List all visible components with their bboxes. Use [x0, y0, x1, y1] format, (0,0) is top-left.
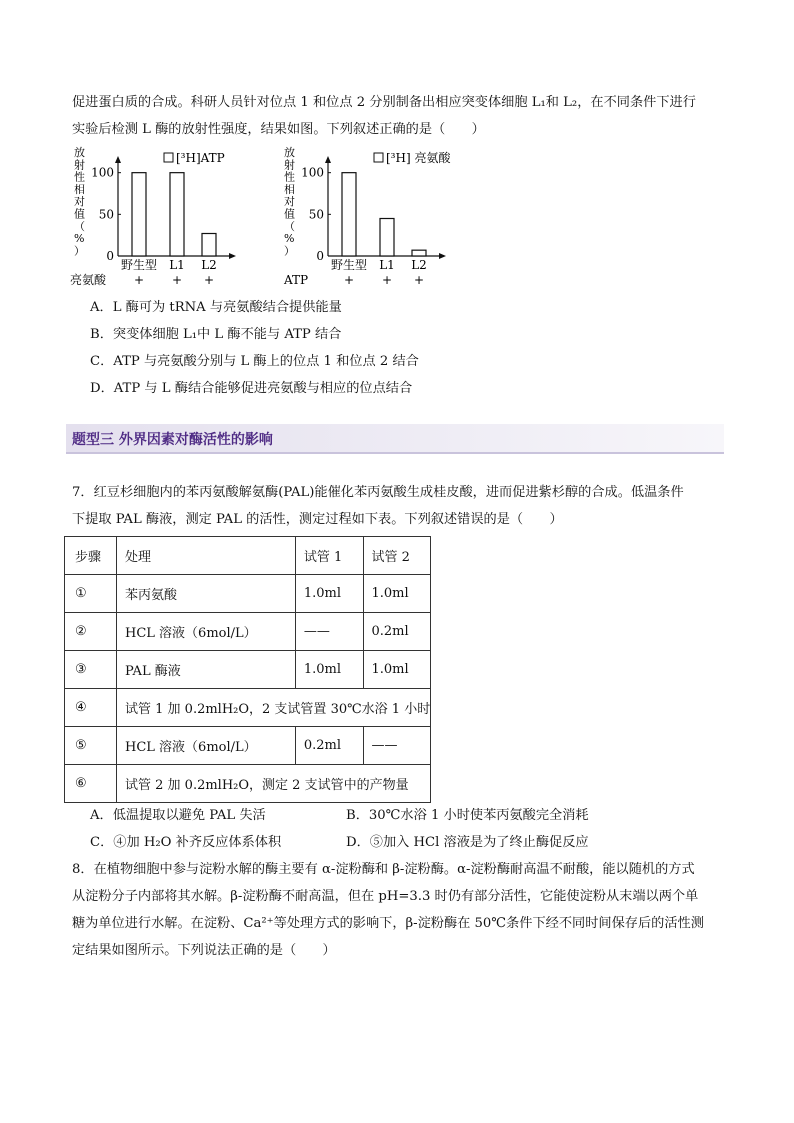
bar: [342, 173, 356, 256]
table-cell: ⑥: [65, 765, 117, 803]
table-cell: ⑤: [65, 727, 117, 765]
condition-mark: +: [203, 273, 215, 287]
bar: [170, 173, 184, 256]
y-tick-label: 100: [91, 165, 114, 180]
table-row: [65, 575, 431, 613]
bar: [412, 250, 426, 256]
table-cell: 1.0ml: [363, 575, 431, 613]
bar: [380, 219, 394, 257]
y-axis-label: 放射性相对值（%）: [284, 146, 295, 258]
x-tick-label: 野生型: [120, 258, 158, 272]
x-tick-label: L1: [379, 258, 395, 272]
legend-swatch: [374, 153, 383, 162]
q7-option-b[interactable]: B．30℃水浴 1 小时使苯丙氨酸完全消耗: [346, 808, 589, 823]
atp-radioactivity-chart: [66, 144, 266, 289]
table-header-row: [65, 537, 431, 575]
q7-option-c[interactable]: C．④加 H₂O 补齐反应体系体积: [90, 835, 282, 850]
table-header: 试管 2: [363, 537, 431, 575]
table-row: [65, 651, 431, 689]
legend-label: [³H] 亮氨酸: [386, 151, 451, 165]
y-tick-label: 0: [106, 249, 114, 263]
y-axis-arrow: [115, 156, 121, 163]
q7-option-d[interactable]: D．⑤加入 HCl 溶液是为了终止酶促反应: [346, 835, 589, 850]
y-tick-label: 50: [308, 207, 324, 222]
table-cell: PAL 酶液: [117, 651, 296, 689]
condition-mark: +: [413, 273, 425, 287]
x-tick-label: L2: [201, 258, 217, 272]
bar: [202, 234, 216, 257]
table-cell: ——: [295, 613, 363, 651]
q8-line-3: 糖为单位进行水解。在淀粉、Ca²⁺等处理方式的影响下，β-淀粉酶在 50℃条件下经不同时间保存后的活性测: [72, 916, 704, 931]
option-d[interactable]: D．ATP 与 L 酶结合能够促进亮氨酸与相应的位点结合: [90, 381, 413, 396]
x-tick-label: L1: [169, 258, 185, 272]
legend-swatch: [164, 153, 173, 162]
table-cell: 1.0ml: [295, 651, 363, 689]
condition-mark: +: [171, 273, 183, 287]
table-header: 试管 1: [295, 537, 363, 575]
section-title: 题型三 外界因素对酶活性的影响: [72, 432, 273, 448]
table-cell: HCL 溶液（6mol/L）: [117, 727, 296, 765]
table-cell: ①: [65, 575, 117, 613]
table-cell: ——: [363, 727, 431, 765]
q7-line-1: 7．红豆杉细胞内的苯丙氨酸解氨酶(PAL)能催化苯丙氨酸生成桂皮酸，进而促进紫杉醇的合成。低温条件: [72, 485, 684, 500]
section-banner: [66, 424, 724, 454]
table-cell: ④: [65, 689, 117, 727]
y-tick-label: 50: [98, 207, 114, 222]
condition-mark: +: [343, 273, 355, 287]
table-cell: 1.0ml: [363, 651, 431, 689]
intro-line-2: 实验后检测 L 酶的放射性强度，结果如图。下列叙述正确的是（ ）: [72, 122, 485, 137]
x-axis-arrow: [229, 253, 236, 259]
table-cell: HCL 溶液（6mol/L）: [117, 613, 296, 651]
y-axis-arrow: [325, 156, 331, 163]
x-tick-label: L2: [411, 258, 427, 272]
table-cell-merged: 试管 1 加 0.2mlH₂O，2 支试管置 30℃水浴 1 小时: [117, 689, 431, 727]
table-cell: 0.2ml: [363, 613, 431, 651]
condition-label: ATP: [284, 273, 309, 287]
table-cell: 1.0ml: [295, 575, 363, 613]
bar: [132, 173, 146, 256]
q8-line-2: 从淀粉分子内部将其水解。β-淀粉酶不耐高温，但在 pH=3.3 时仍有部分活性，它能使淀粉从末端以两个单: [72, 889, 699, 904]
leucine-radioactivity-chart: [276, 144, 476, 289]
procedure-table: [64, 536, 431, 803]
y-tick-label: 0: [316, 249, 324, 263]
option-a[interactable]: A．L 酶可为 tRNA 与亮氨酸结合提供能量: [90, 300, 342, 315]
x-tick-label: 野生型: [330, 258, 368, 272]
table-row: [65, 689, 431, 727]
q7-line-2: 下提取 PAL 酶液，测定 PAL 的活性，测定过程如下表。下列叙述错误的是（ ）: [72, 512, 563, 527]
option-c[interactable]: C．ATP 与亮氨酸分别与 L 酶上的位点 1 和位点 2 结合: [90, 354, 419, 369]
table-row: [65, 765, 431, 803]
q8-line-4: 定结果如图所示。下列说法正确的是（ ）: [72, 943, 336, 958]
x-axis-arrow: [439, 253, 446, 259]
table-cell: 0.2ml: [295, 727, 363, 765]
q8-line-1: 8．在植物细胞中参与淀粉水解的酶主要有 α-淀粉酶和 β-淀粉酶。α-淀粉酶耐高温不耐酸，能以随机的方式: [72, 862, 695, 877]
condition-mark: +: [381, 273, 393, 287]
y-tick-label: 100: [301, 165, 324, 180]
table-header: 步骤: [65, 537, 117, 575]
table-row: [65, 727, 431, 765]
table-cell-merged: 试管 2 加 0.2mlH₂O，测定 2 支试管中的产物量: [117, 765, 431, 803]
condition-mark: +: [133, 273, 145, 287]
table-header: 处理: [117, 537, 296, 575]
intro-line-1: 促进蛋白质的合成。科研人员针对位点 1 和位点 2 分别制备出相应突变体细胞 L₁和 L₂，在不同条件下进行: [72, 95, 696, 110]
condition-label: 亮氨酸: [70, 273, 107, 287]
table-cell: ③: [65, 651, 117, 689]
table-row: [65, 613, 431, 651]
table-cell: 苯丙氨酸: [117, 575, 296, 613]
legend-label: [³H]ATP: [176, 151, 225, 165]
y-axis-label: 放射性相对值（%）: [74, 146, 85, 258]
table-cell: ②: [65, 613, 117, 651]
option-b[interactable]: B．突变体细胞 L₁中 L 酶不能与 ATP 结合: [90, 327, 342, 342]
q7-option-a[interactable]: A．低温提取以避免 PAL 失活: [90, 808, 266, 823]
